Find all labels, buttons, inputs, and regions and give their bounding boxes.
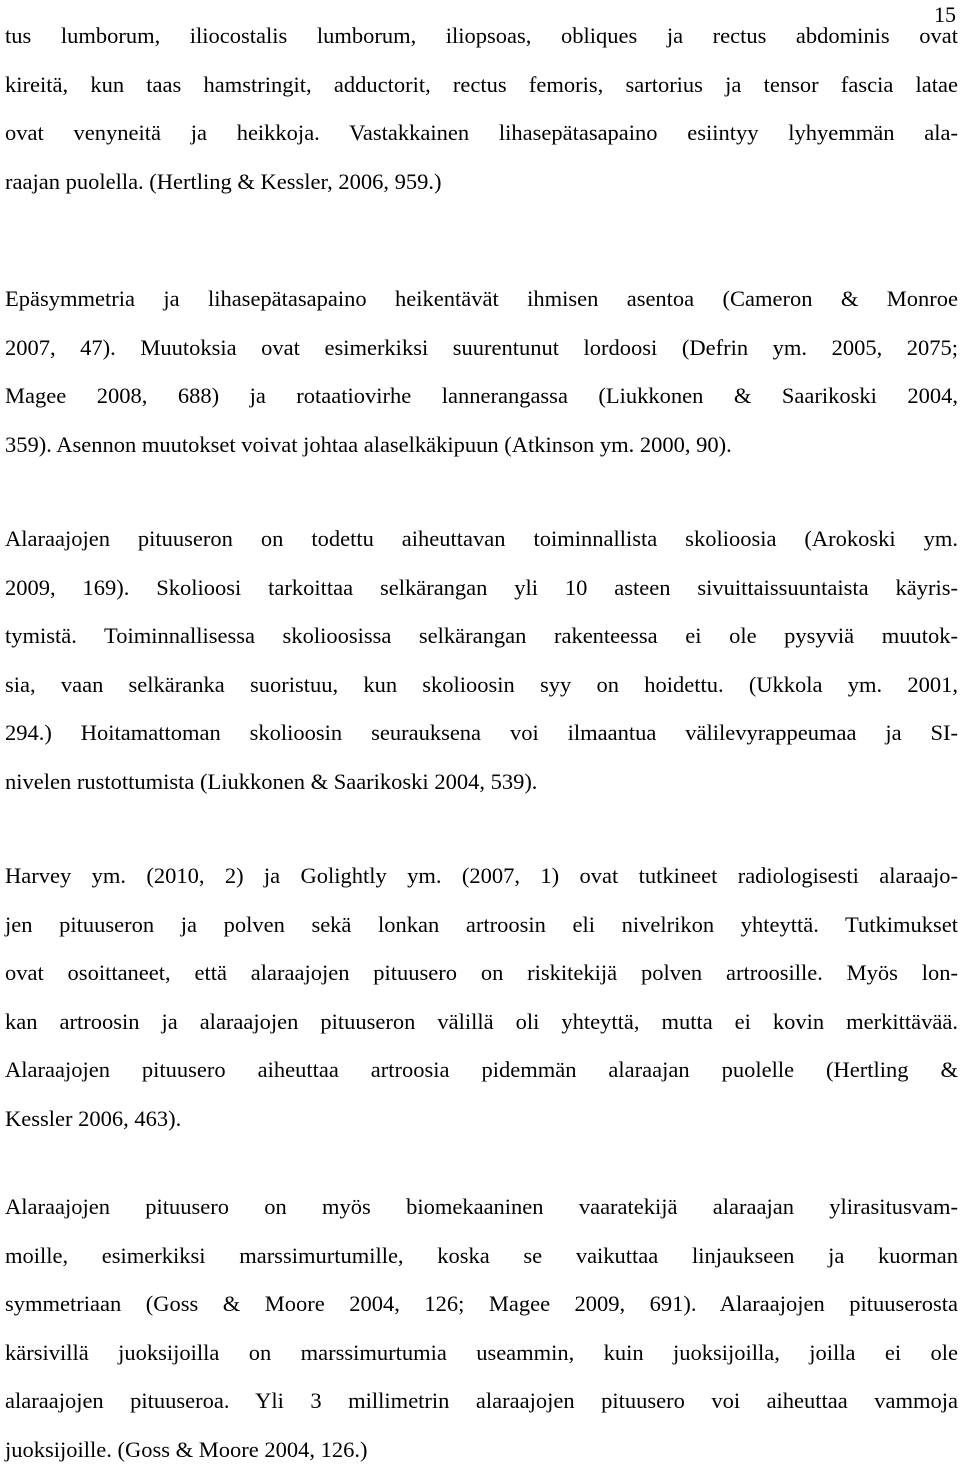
text-line: symmetriaan (Goss & Moore 2004, 126; Magee 2009, 691). Alaraajojen pituuserosta [5,1291,958,1317]
text-line: juoksijoille. (Goss & Moore 2004, 126.) [5,1436,368,1462]
text-line: kireitä, kun taas hamstringit, adductorit, rectus femoris, sartorius ja tensor fascia latae [5,71,958,97]
text-line: kärsivillä juoksijoilla on marssimurtumia useammin, kuin juoksijoilla, joilla ei ole [5,1339,958,1365]
text-line: Harvey ym. (2010, 2) ja Golightly ym. (2007, 1) ovat tutkineet radiologisesti alaraajo- [5,863,958,888]
text-line: jen pituuseron ja polven sekä lonkan artroosin eli nivelrikon yhteyttä. Tutkimukset [5,911,958,937]
text-line: tus lumborum, iliocostalis lumborum, iliopsoas, obliques ja rectus abdominis ovat [5,23,958,48]
text-line: 2009, 169). Skolioosi tarkoittaa selkärangan yli 10 asteen sivuittaissuuntaista käyris- [5,574,958,600]
text-line: moille, esimerkiksi marssimurtumille, koska se vaikuttaa linjaukseen ja kuorman [5,1242,958,1268]
text-line: sia, vaan selkäranka suoristuu, kun skolioosin syy on hoidettu. (Ukkola ym. 2001, [5,671,958,697]
text-line: nivelen rustottumista (Liukkonen & Saarikoski 2004, 539). [5,768,538,794]
paragraph [5,852,958,1144]
paragraph [5,1183,958,1475]
page-number: 15 [934,2,956,27]
text-line: Alaraajojen pituuseron on todettu aiheuttavan toiminnallista skolioosia (Arokoski ym. [5,526,958,551]
text-line: Alaraajojen pituusero aiheuttaa artroosia pidemmän alaraajan puolelle (Hertling & [5,1057,958,1083]
text-line: kan artroosin ja alaraajojen pituuseron välillä oli yhteyttä, mutta ei kovin merkittävää. [5,1008,958,1034]
text-line: ovat venyneitä ja heikkoja. Vastakkainen lihasepätasapaino esiintyy lyhyemmän ala- [5,120,958,146]
paragraph [5,12,958,206]
text-line: 294.) Hoitamattoman skolioosin seurauksena voi ilmaantua välilevyrappeumaa ja SI- [5,720,958,746]
paragraph [5,515,958,807]
text-line: Magee 2008, 688) ja rotaatiovirhe lannerangassa (Liukkonen & Saarikoski 2004, [5,383,958,409]
text-line: Kessler 2006, 463). [5,1105,182,1131]
text-line: raajan puolella. (Hertling & Kessler, 2006, 959.) [5,168,442,194]
text-line: 359). Asennon muutokset voivat johtaa alaselkäkipuun (Atkinson ym. 2000, 90). [5,431,732,457]
text-line: 2007, 47). Muutoksia ovat esimerkiksi suurentunut lordoosi (Defrin ym. 2005, 2075; [5,334,958,360]
paragraph [5,275,958,469]
text-line: ovat osoittaneet, että alaraajojen pituusero on riskitekijä polven artroosille. Myös lon- [5,960,958,986]
text-line: alaraajojen pituuseroa. Yli 3 millimetrin alaraajojen pituusero voi aiheuttaa vammoja [5,1388,958,1414]
text-line: tymistä. Toiminnallisessa skolioosissa selkärangan rakenteessa ei ole pysyviä muutok- [5,623,958,649]
text-line: Epäsymmetria ja lihasepätasapaino heikentävät ihmisen asentoa (Cameron & Monroe [5,286,958,311]
text-line: Alaraajojen pituusero on myös biomekaaninen vaaratekijä alaraajan ylirasitusvam- [5,1194,958,1219]
